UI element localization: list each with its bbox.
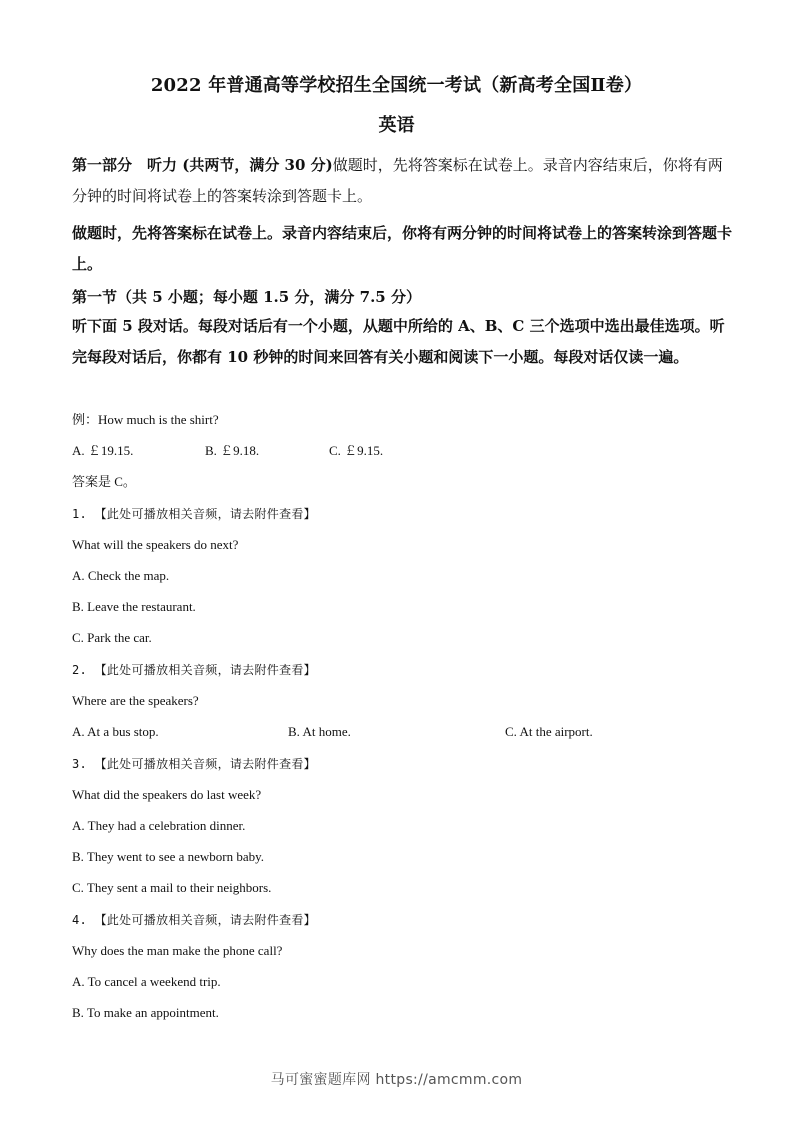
example-option-c: C. ￡9.15. <box>329 443 384 458</box>
question-3-option-a: A. They had a celebration dinner. <box>72 818 246 833</box>
question-1-text: What will the speakers do next? <box>72 537 239 552</box>
example-question: 例：How much is the shirt? <box>72 412 219 427</box>
question-4-option-b: B. To make an appointment. <box>72 1005 219 1020</box>
question-3-option-b: B. They went to see a newborn baby. <box>72 849 265 864</box>
example-options <box>72 442 732 460</box>
question-4-audio-link[interactable]: 4. 【此处可播放相关音频，请去附件查看】 <box>72 913 316 927</box>
footer-watermark: 马可蜜蜜题库网 https://amcmm.com <box>270 1072 523 1088</box>
exam-title: 2022 年普通高等学校招生全国统一考试（新高考全国Ⅱ卷） <box>150 75 643 96</box>
section-one-heading: 第一节（共 5 小题；每小题 1.5 分，满分 7.5 分） <box>72 288 421 306</box>
example-option-a: A. ￡19.15. <box>72 443 134 458</box>
question-2-audio-link[interactable]: 2. 【此处可播放相关音频，请去附件查看】 <box>72 663 316 677</box>
part-one-intro <box>72 150 726 212</box>
question-4-option-a: A. To cancel a weekend trip. <box>72 974 221 989</box>
example-option-b: B. ￡9.18. <box>205 443 260 458</box>
question-4-text: Why does the man make the phone call? <box>72 943 283 958</box>
part-one-note: 做题时，先将答案标在试卷上。录音内容结束后，你将有两分钟的时间将试卷上的答案转涂到答题卡上。 <box>72 156 723 205</box>
question-2-option-b: B. At home. <box>288 724 351 739</box>
question-3-audio-link[interactable]: 3. 【此处可播放相关音频，请去附件查看】 <box>72 757 316 771</box>
subject-title: 英语 <box>378 115 415 136</box>
question-1-option-c: C. Park the car. <box>72 630 152 645</box>
question-1-option-a: A. Check the map. <box>72 568 170 583</box>
question-2-option-c: C. At the airport. <box>505 724 593 739</box>
question-1-option-b: B. Leave the restaurant. <box>72 599 196 614</box>
example-answer: 答案是 C。 <box>72 474 136 489</box>
section-one-directions: 听下面 5 段对话。每段对话后有一个小题，从题中所给的 A、B、C 三个选项中选出最佳选项。听完每段对话后，你都有 10 秒钟的时间来回答有关小题和阅读下一小题。每段对话仅读一遍。 <box>72 317 725 366</box>
question-2-text: Where are the speakers? <box>72 693 199 708</box>
part-one-heading: 第一部分 听力 (共两节，满分 30 分) <box>72 156 333 174</box>
question-2-option-a: A. At a bus stop. <box>72 724 159 739</box>
question-3-text: What did the speakers do last week? <box>72 787 262 802</box>
bold-instructions: 做题时，先将答案标在试卷上。录音内容结束后，你将有两分钟的时间将试卷上的答案转涂到答题卡上。 <box>72 224 733 273</box>
question-1-audio-link[interactable]: 1. 【此处可播放相关音频，请去附件查看】 <box>72 507 316 521</box>
question-3-option-c: C. They sent a mail to their neighbors. <box>72 880 272 895</box>
question-2-options <box>72 723 732 741</box>
